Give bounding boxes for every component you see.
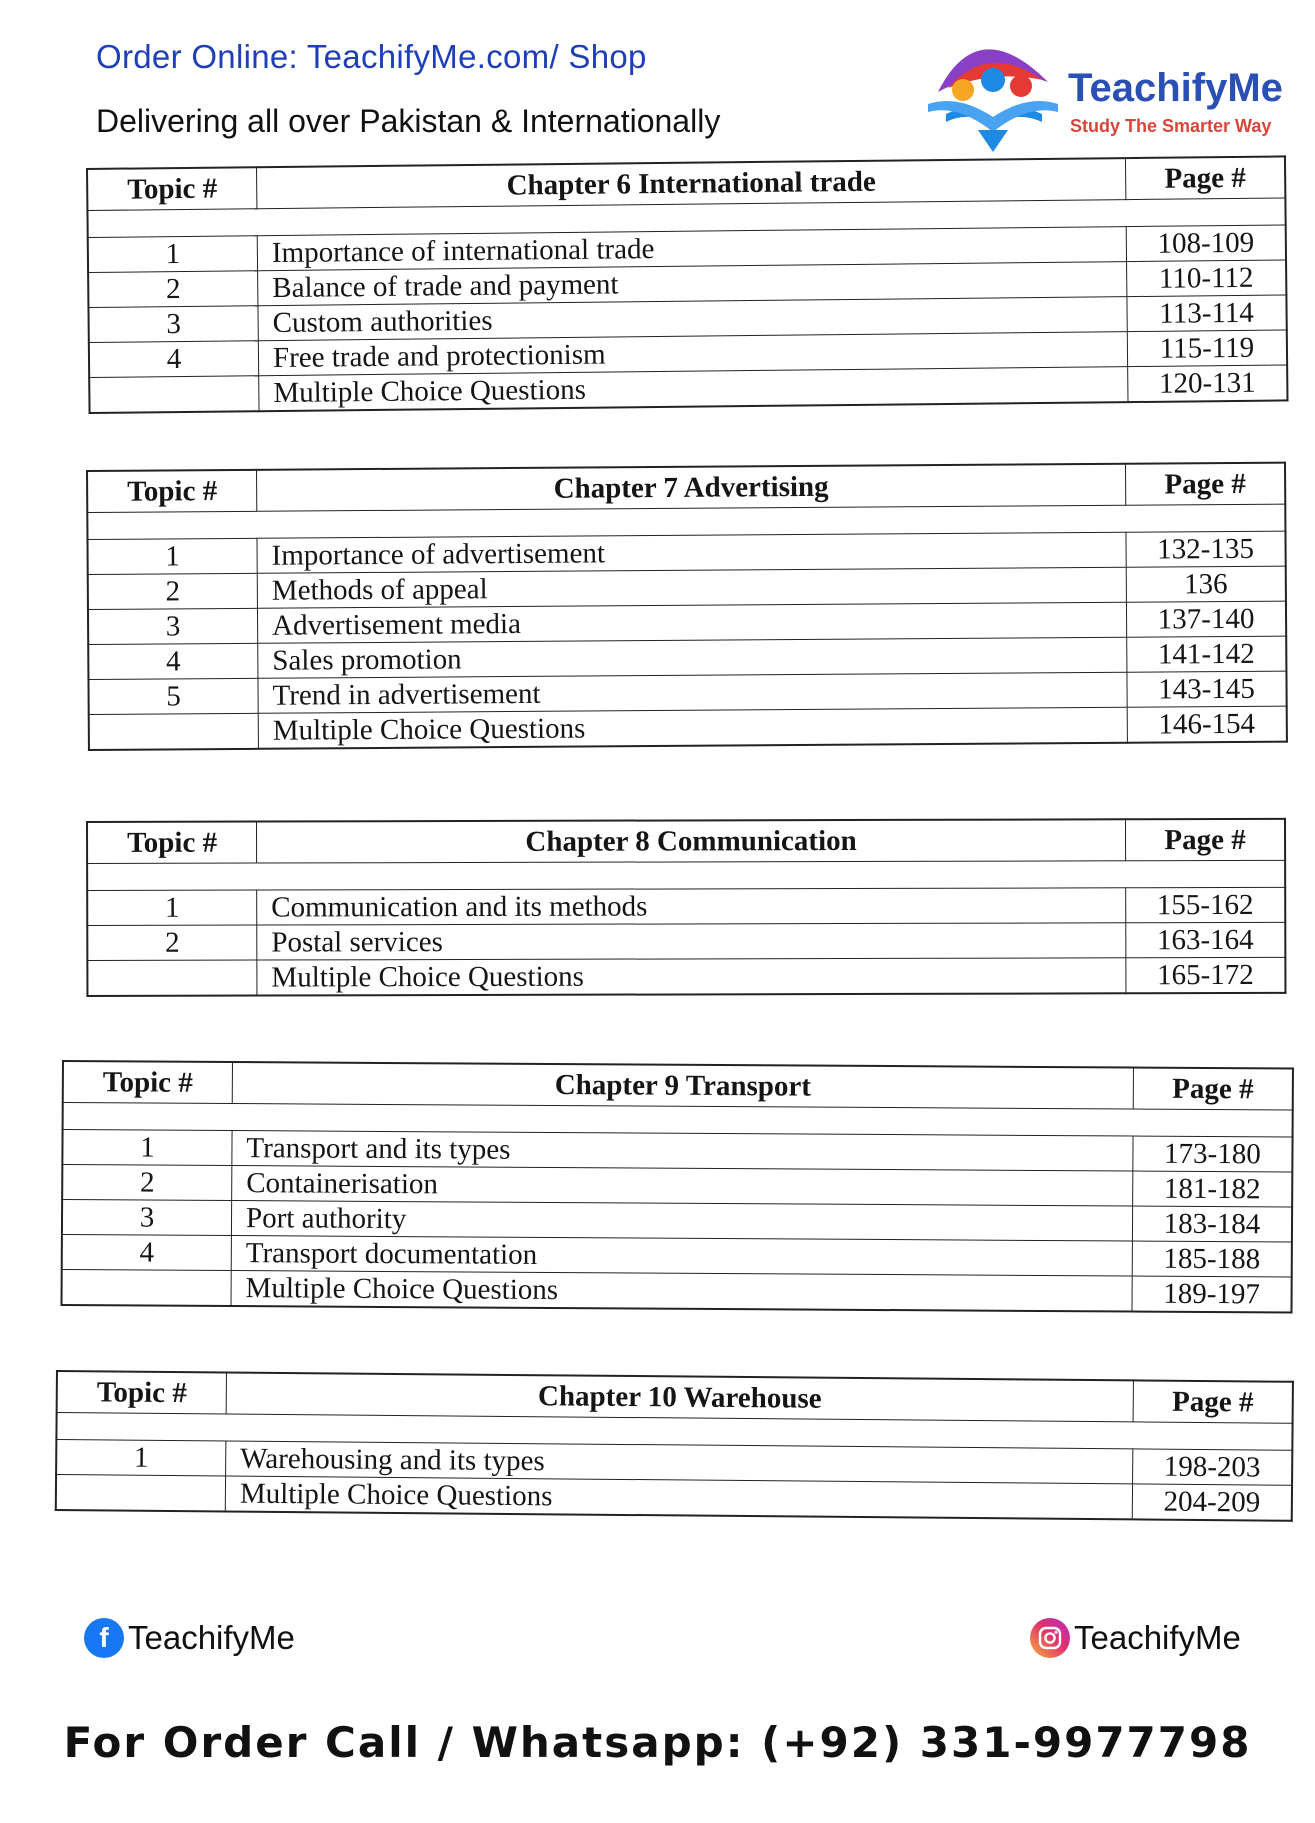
table-row	[89, 706, 1287, 750]
chapter-title: Chapter 10 Warehouse	[226, 1372, 1133, 1421]
topic-title: Methods of appeal	[257, 567, 1126, 608]
chapter-10-table	[55, 1370, 1294, 1522]
topic-number: 2	[88, 271, 258, 308]
page-range: 146-154	[1127, 706, 1287, 743]
page-range: 136	[1126, 566, 1286, 602]
topic-header: Topic #	[87, 167, 257, 210]
page-range: 181-182	[1133, 1171, 1293, 1207]
page-range: 155-162	[1126, 887, 1286, 922]
topic-title: Port authority	[231, 1201, 1132, 1242]
facebook-icon: f	[84, 1618, 124, 1658]
header-delivery: Delivering all over Pakistan & Internationally	[96, 103, 721, 139]
topic-title: Multiple Choice Questions	[259, 367, 1128, 412]
page-range: 204-209	[1132, 1484, 1292, 1521]
instagram-icon	[1030, 1618, 1070, 1658]
page-range: 141-142	[1127, 636, 1287, 672]
page-range: 185-188	[1132, 1241, 1292, 1277]
topic-title: Balance of trade and payment	[258, 262, 1127, 306]
topic-number	[89, 713, 259, 750]
topic-title: Multiple Choice Questions	[258, 707, 1127, 749]
topic-number	[87, 960, 257, 996]
chapter-title: Chapter 9 Transport	[232, 1062, 1133, 1109]
topic-number: 1	[87, 538, 257, 574]
topic-header: Topic #	[63, 1061, 233, 1104]
chapter-9-table	[60, 1060, 1293, 1314]
order-call-footer: For Order Call / Whatsapp: (+92) 331-9977798	[63, 1718, 1252, 1767]
topic-title: Transport and its types	[232, 1131, 1133, 1172]
table-row	[87, 957, 1285, 996]
topic-number: 2	[62, 1165, 232, 1201]
page-range: 115-119	[1127, 330, 1287, 367]
page-range: 163-164	[1126, 922, 1286, 957]
topic-title: Trend in advertisement	[258, 672, 1127, 713]
table-row	[87, 922, 1285, 960]
topic-header: Topic #	[57, 1371, 227, 1414]
topic-title: Postal services	[257, 923, 1126, 960]
topic-title: Custom authorities	[258, 297, 1127, 341]
topic-number: 4	[62, 1235, 232, 1271]
page-range: 189-197	[1132, 1276, 1292, 1312]
page-range: 143-145	[1127, 671, 1287, 707]
topic-number: 1	[56, 1440, 226, 1476]
topic-number: 1	[62, 1130, 232, 1166]
topic-number: 3	[62, 1200, 232, 1236]
page-range: 165-172	[1126, 957, 1286, 993]
page-range: 120-131	[1128, 365, 1288, 402]
teachifyme-logo	[918, 22, 1283, 162]
topic-title: Multiple Choice Questions	[231, 1271, 1132, 1312]
page-header: Page #	[1125, 463, 1285, 506]
topic-number: 1	[87, 890, 257, 925]
page-range: 110-112	[1127, 260, 1287, 297]
logo-emblem-icon	[918, 22, 1068, 162]
page-range: 137-140	[1126, 601, 1286, 637]
chapter-title: Chapter 6 International trade	[257, 158, 1126, 209]
facebook-handle: TeachifyMe	[128, 1619, 295, 1656]
topic-title: Importance of advertisement	[257, 532, 1126, 573]
topic-number	[89, 376, 259, 413]
topic-title: Multiple Choice Questions	[225, 1476, 1132, 1519]
topic-number: 3	[88, 608, 258, 644]
page-header: Page #	[1133, 1380, 1293, 1423]
topic-number: 2	[88, 573, 258, 609]
topic-number: 2	[87, 925, 257, 960]
chapter-title: Chapter 7 Advertising	[257, 464, 1126, 512]
page-range: 132-135	[1126, 531, 1286, 567]
topic-number: 5	[88, 678, 258, 714]
topic-number: 4	[88, 643, 258, 679]
topic-number: 4	[89, 341, 259, 378]
topic-number: 1	[88, 236, 258, 273]
page-range: 183-184	[1132, 1206, 1292, 1242]
topic-title: Free trade and protectionism	[258, 332, 1127, 376]
topic-header: Topic #	[87, 470, 257, 513]
header-order-online: Order Online: TeachifyMe.com/ Shop	[96, 38, 647, 75]
topic-title: Multiple Choice Questions	[257, 958, 1126, 996]
topic-number	[56, 1475, 226, 1512]
topic-title: Containerisation	[232, 1166, 1133, 1207]
topic-title: Importance of international trade	[257, 227, 1126, 271]
topic-title: Advertisement media	[257, 602, 1126, 643]
chapter-8-table	[86, 818, 1286, 997]
topic-number	[62, 1270, 232, 1307]
chapter-7-table	[86, 462, 1288, 751]
page-header: Page #	[1125, 156, 1285, 199]
topic-number: 3	[88, 306, 258, 343]
spacer-row	[87, 860, 1285, 890]
instagram-handle: TeachifyMe	[1074, 1619, 1241, 1656]
page-range: 198-203	[1133, 1449, 1293, 1485]
page-header: Page #	[1133, 1068, 1293, 1110]
page-range: 108-109	[1126, 225, 1286, 262]
logo-tagline: Study The Smarter Way	[1070, 116, 1272, 136]
page-range: 113-114	[1127, 295, 1287, 332]
table-row	[87, 887, 1285, 925]
page-range: 173-180	[1133, 1136, 1293, 1172]
chapter-title: Chapter 8 Communication	[257, 819, 1126, 863]
table-row	[62, 1270, 1292, 1313]
page-header: Page #	[1125, 819, 1285, 861]
facebook-link[interactable]	[84, 1618, 295, 1658]
instagram-link[interactable]	[1030, 1618, 1241, 1658]
topic-title: Transport documentation	[231, 1236, 1132, 1277]
topic-title: Communication and its methods	[257, 888, 1126, 925]
topic-header: Topic #	[87, 822, 257, 864]
topic-title: Warehousing and its types	[226, 1441, 1133, 1484]
topic-title: Sales promotion	[258, 637, 1127, 678]
chapter-6-table	[86, 155, 1289, 414]
logo-name: TeachifyMe	[1068, 66, 1283, 110]
